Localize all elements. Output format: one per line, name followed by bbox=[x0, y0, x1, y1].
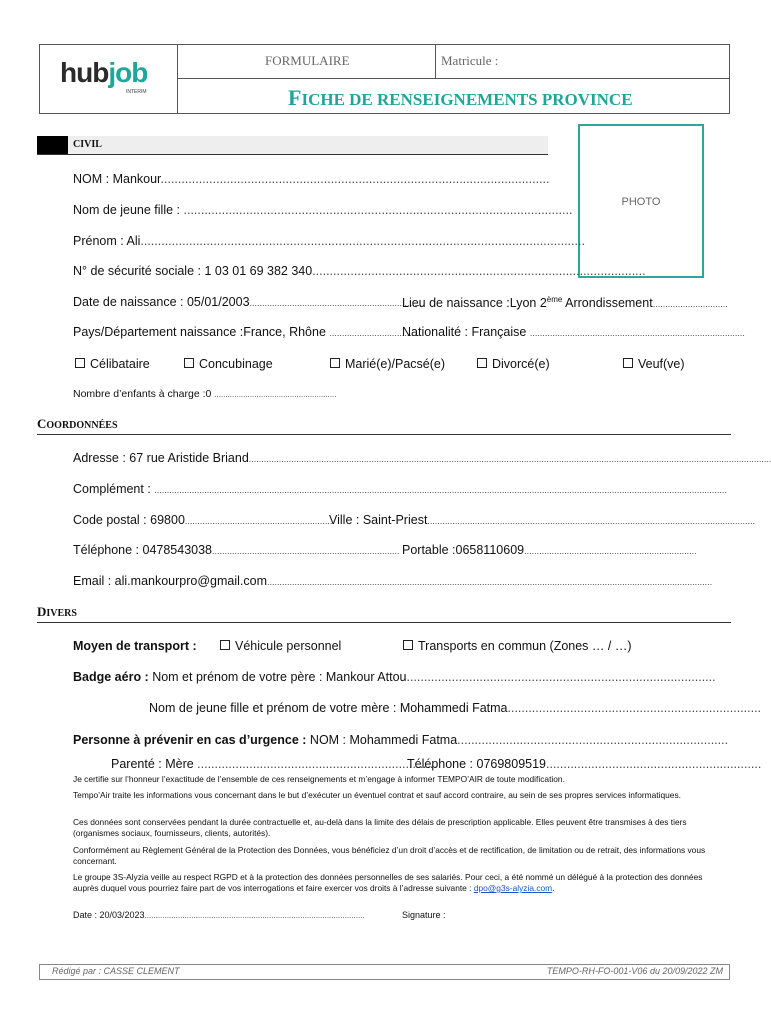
divers-title-rest: IVERS bbox=[46, 608, 77, 619]
transport-label: Moyen de transport : bbox=[73, 639, 197, 653]
transport-vehicule[interactable] bbox=[220, 639, 341, 653]
coordonnees-title-initial: C bbox=[37, 416, 47, 431]
badge-pere-text: Nom et prénom de votre père : Mankour Attou bbox=[148, 670, 407, 684]
checkbox-icon bbox=[623, 358, 633, 368]
prenom-field[interactable]: Prénom : Ali................................................................................................................................ bbox=[73, 234, 585, 248]
form-label-cell bbox=[178, 45, 436, 79]
matricule-label: Matricule : bbox=[441, 53, 499, 68]
nationalite-text: Nationalité : Française bbox=[402, 325, 530, 339]
dpo-email-link[interactable]: dpo@g3s-alyzia.com bbox=[473, 883, 553, 893]
date-field[interactable]: Date : 20/03/2023................................................................................................... bbox=[73, 910, 365, 920]
badge-pere-field[interactable]: Badge aéro : Nom et prénom de votre père : Mankour Attou......................................................................................... bbox=[73, 670, 716, 684]
photo-box bbox=[578, 124, 704, 278]
checkbox-icon bbox=[75, 358, 85, 368]
situation-label: Veuf(ve) bbox=[638, 357, 685, 371]
signature-label: Signature : bbox=[402, 910, 446, 920]
adresse-field[interactable]: Adresse : 67 rue Aristide Briand................................................................................................................................................................................................................. bbox=[73, 451, 771, 465]
secu-text: N° de sécurité sociale : 1 03 01 69 382 340 bbox=[73, 264, 313, 278]
title-cell bbox=[178, 79, 729, 113]
situation-label: Concubinage bbox=[199, 357, 273, 371]
checkbox-icon bbox=[330, 358, 340, 368]
lieu-naissance-text-end: Arrondissement bbox=[562, 296, 653, 311]
legal-retention: Ces données sont conservées pendant la durée contractuelle et, au-delà dans la limite des délais de prescription applicable. Elles peuvent être transmises à des tiers (organismes sociaux, fournisseurs, clients, autorités). bbox=[73, 817, 687, 838]
complement-text: Complément : bbox=[73, 482, 155, 496]
date-naissance-field[interactable]: Date de naissance : 05/01/2003...................................................................... bbox=[73, 295, 425, 309]
nom-jeune-fille-text: Nom de jeune fille : bbox=[73, 203, 184, 217]
urgence-label: Personne à prévenir en cas d’urgence : bbox=[73, 733, 307, 747]
divers-rule bbox=[37, 622, 731, 623]
situation-label: Divorcé(e) bbox=[492, 357, 550, 371]
date-text: Date : 20/03/2023 bbox=[73, 910, 145, 920]
parente-field[interactable]: Parenté : Mère ..................................................................... bbox=[111, 757, 437, 771]
lieu-naissance-sup: ème bbox=[546, 295, 563, 304]
transport-commun-label: Transports en commun (Zones … / …) bbox=[418, 639, 632, 653]
urgence-telephone-field[interactable]: Téléphone : 0769809519.............................................................. bbox=[407, 757, 762, 771]
situation-marie[interactable] bbox=[330, 357, 445, 371]
nom-field[interactable]: NOM : Mankour................................................................................................................ bbox=[73, 172, 550, 186]
portable-field[interactable]: Portable :0658110609..................................................................... bbox=[402, 543, 697, 557]
photo-label: PHOTO bbox=[621, 196, 661, 208]
checkbox-icon bbox=[184, 358, 194, 368]
title-rest: ICHE DE RENSEIGNEMENTS PROVINCE bbox=[301, 90, 633, 109]
badge-mere-field[interactable]: Nom de jeune fille et prénom de votre mère : Mohammedi Fatma......................................................................... bbox=[149, 701, 762, 715]
coordonnees-section-title bbox=[37, 416, 118, 432]
legal-certify: Je certifie sur l’honneur l’exactitude de l’ensemble de ces renseignements et m’engage à informer TEMPO’AIR de toute modification. bbox=[73, 774, 565, 784]
civil-section-title: CIVIL bbox=[73, 139, 102, 150]
urgence-telephone-text: Téléphone : 0769809519 bbox=[407, 757, 547, 771]
coordonnees-rule bbox=[37, 434, 731, 435]
title-initial: F bbox=[288, 85, 302, 110]
code-postal-field[interactable]: Code postal : 69800............................................................ bbox=[73, 513, 335, 527]
legal-dpo-text: Le groupe 3S-Alyzia veille au respect RGPD et à la protection des données personnelles de ses salariés. Pour ceci, a été nommé un délégué à la protection des données auprès duquel vous pourriez faire part de vos interrogations et faire exercer vos droits à l’adresse suivante : bbox=[73, 872, 703, 893]
enfants-field[interactable]: Nombre d’enfants à charge :0 ....................................................... bbox=[73, 388, 337, 400]
checkbox-icon bbox=[477, 358, 487, 368]
nom-text: NOM : Mankour bbox=[73, 172, 161, 186]
prenom-text: Prénom : Ali bbox=[73, 234, 141, 248]
email-field[interactable]: Email : ali.mankourpro@gmail.com.................................................................................................................................................................................. bbox=[73, 574, 713, 588]
lieu-naissance-field[interactable]: Lieu de naissance :Lyon 2ème Arrondissement.............................. bbox=[402, 295, 728, 311]
situation-concubinage[interactable] bbox=[184, 357, 273, 371]
urgence-field[interactable]: Personne à prévenir en cas d’urgence : NOM : Mohammedi Fatma.............................................................................. bbox=[73, 733, 729, 747]
portable-text: Portable :0658110609 bbox=[402, 543, 525, 557]
complement-field[interactable]: Complément : ..................................................................................................................................................................................................................................... bbox=[73, 482, 727, 496]
adresse-text: Adresse : 67 rue Aristide Briand bbox=[73, 451, 249, 465]
transport-commun[interactable] bbox=[403, 639, 632, 653]
enfants-text: Nombre d’enfants à charge :0 bbox=[73, 388, 215, 400]
logo-cell bbox=[40, 45, 178, 113]
situation-celibataire[interactable] bbox=[75, 357, 150, 371]
matricule-cell bbox=[436, 45, 729, 79]
situation-veuf[interactable] bbox=[623, 357, 685, 371]
legal-dpo-end: . bbox=[552, 883, 555, 893]
date-naissance-text: Date de naissance : 05/01/2003 bbox=[73, 295, 250, 309]
lieu-naissance-text: Lieu de naissance :Lyon 2 bbox=[402, 296, 547, 311]
nom-jeune-fille-field[interactable]: Nom de jeune fille : ................................................................................................................ bbox=[73, 203, 573, 217]
secu-field[interactable]: N° de sécurité sociale : 1 03 01 69 382 340................................................................................................ bbox=[73, 264, 646, 278]
divers-section-title bbox=[37, 604, 77, 620]
redacted-block bbox=[37, 136, 68, 154]
situation-label: Célibataire bbox=[90, 357, 150, 371]
legal-dpo bbox=[73, 872, 730, 894]
legal-rgpd: Conformément au Règlement Général de la Protection des Données, vous bénéficiez d’un droit d’accès et de rectification, de limitation ou de retrait, des informations vous concernant. bbox=[73, 845, 706, 866]
email-text: Email : ali.mankourpro@gmail.com bbox=[73, 574, 268, 588]
divers-title-initial: D bbox=[37, 604, 47, 619]
footer-reference: TEMPO-RH-FO-001-V06 du 20/09/2022 ZM bbox=[546, 966, 723, 976]
hubjob-logo bbox=[60, 57, 148, 95]
logo-interim: INTERIM bbox=[126, 89, 147, 95]
legal-processing: Tempo’Air traite les informations vous concernant dans le but d’exécuter un éventuel contrat et sauf accord contraire, au sein de ses propres services informatiques. bbox=[73, 790, 681, 800]
nationalite-field[interactable]: Nationalité : Française ...................................................................................... bbox=[402, 325, 745, 339]
situation-label: Marié(e)/Pacsé(e) bbox=[345, 357, 446, 371]
footer-author: Rédigé par : CASSE CLEMENT bbox=[52, 966, 180, 976]
checkbox-icon bbox=[403, 640, 413, 650]
badge-label: Badge aéro : bbox=[73, 670, 149, 684]
form-label: FORMULAIRE bbox=[265, 53, 350, 68]
situation-divorce[interactable] bbox=[477, 357, 550, 371]
ville-text: Ville : Saint-Priest bbox=[329, 513, 428, 527]
pays-field[interactable]: Pays/Département naissance :France, Rhône .................................... bbox=[73, 325, 420, 339]
telephone-text: Téléphone : 0478543038 bbox=[73, 543, 213, 557]
page-title bbox=[288, 85, 633, 111]
urgence-nom-text: NOM : Mohammedi Fatma bbox=[306, 733, 458, 747]
logo-job: job bbox=[108, 57, 148, 88]
civil-section-bar bbox=[37, 136, 548, 155]
telephone-field[interactable]: Téléphone : 0478543038........................................................................... bbox=[73, 543, 400, 557]
document-footer bbox=[39, 964, 730, 980]
coordonnees-title-rest: OORDONNÉES bbox=[46, 420, 118, 431]
checkbox-icon bbox=[220, 640, 230, 650]
pays-text: Pays/Département naissance :France, Rhône bbox=[73, 325, 330, 339]
parente-text: Parenté : Mère bbox=[111, 757, 198, 771]
code-postal-text: Code postal : 69800 bbox=[73, 513, 185, 527]
ville-field[interactable]: Ville : Saint-Priest................................................................................................................................... bbox=[329, 513, 755, 527]
logo-hub: hub bbox=[60, 57, 109, 88]
transport-vehicule-label: Véhicule personnel bbox=[235, 639, 342, 653]
badge-mere-text: Nom de jeune fille et prénom de votre mère : Mohammedi Fatma bbox=[149, 701, 508, 715]
form-header bbox=[39, 44, 730, 114]
